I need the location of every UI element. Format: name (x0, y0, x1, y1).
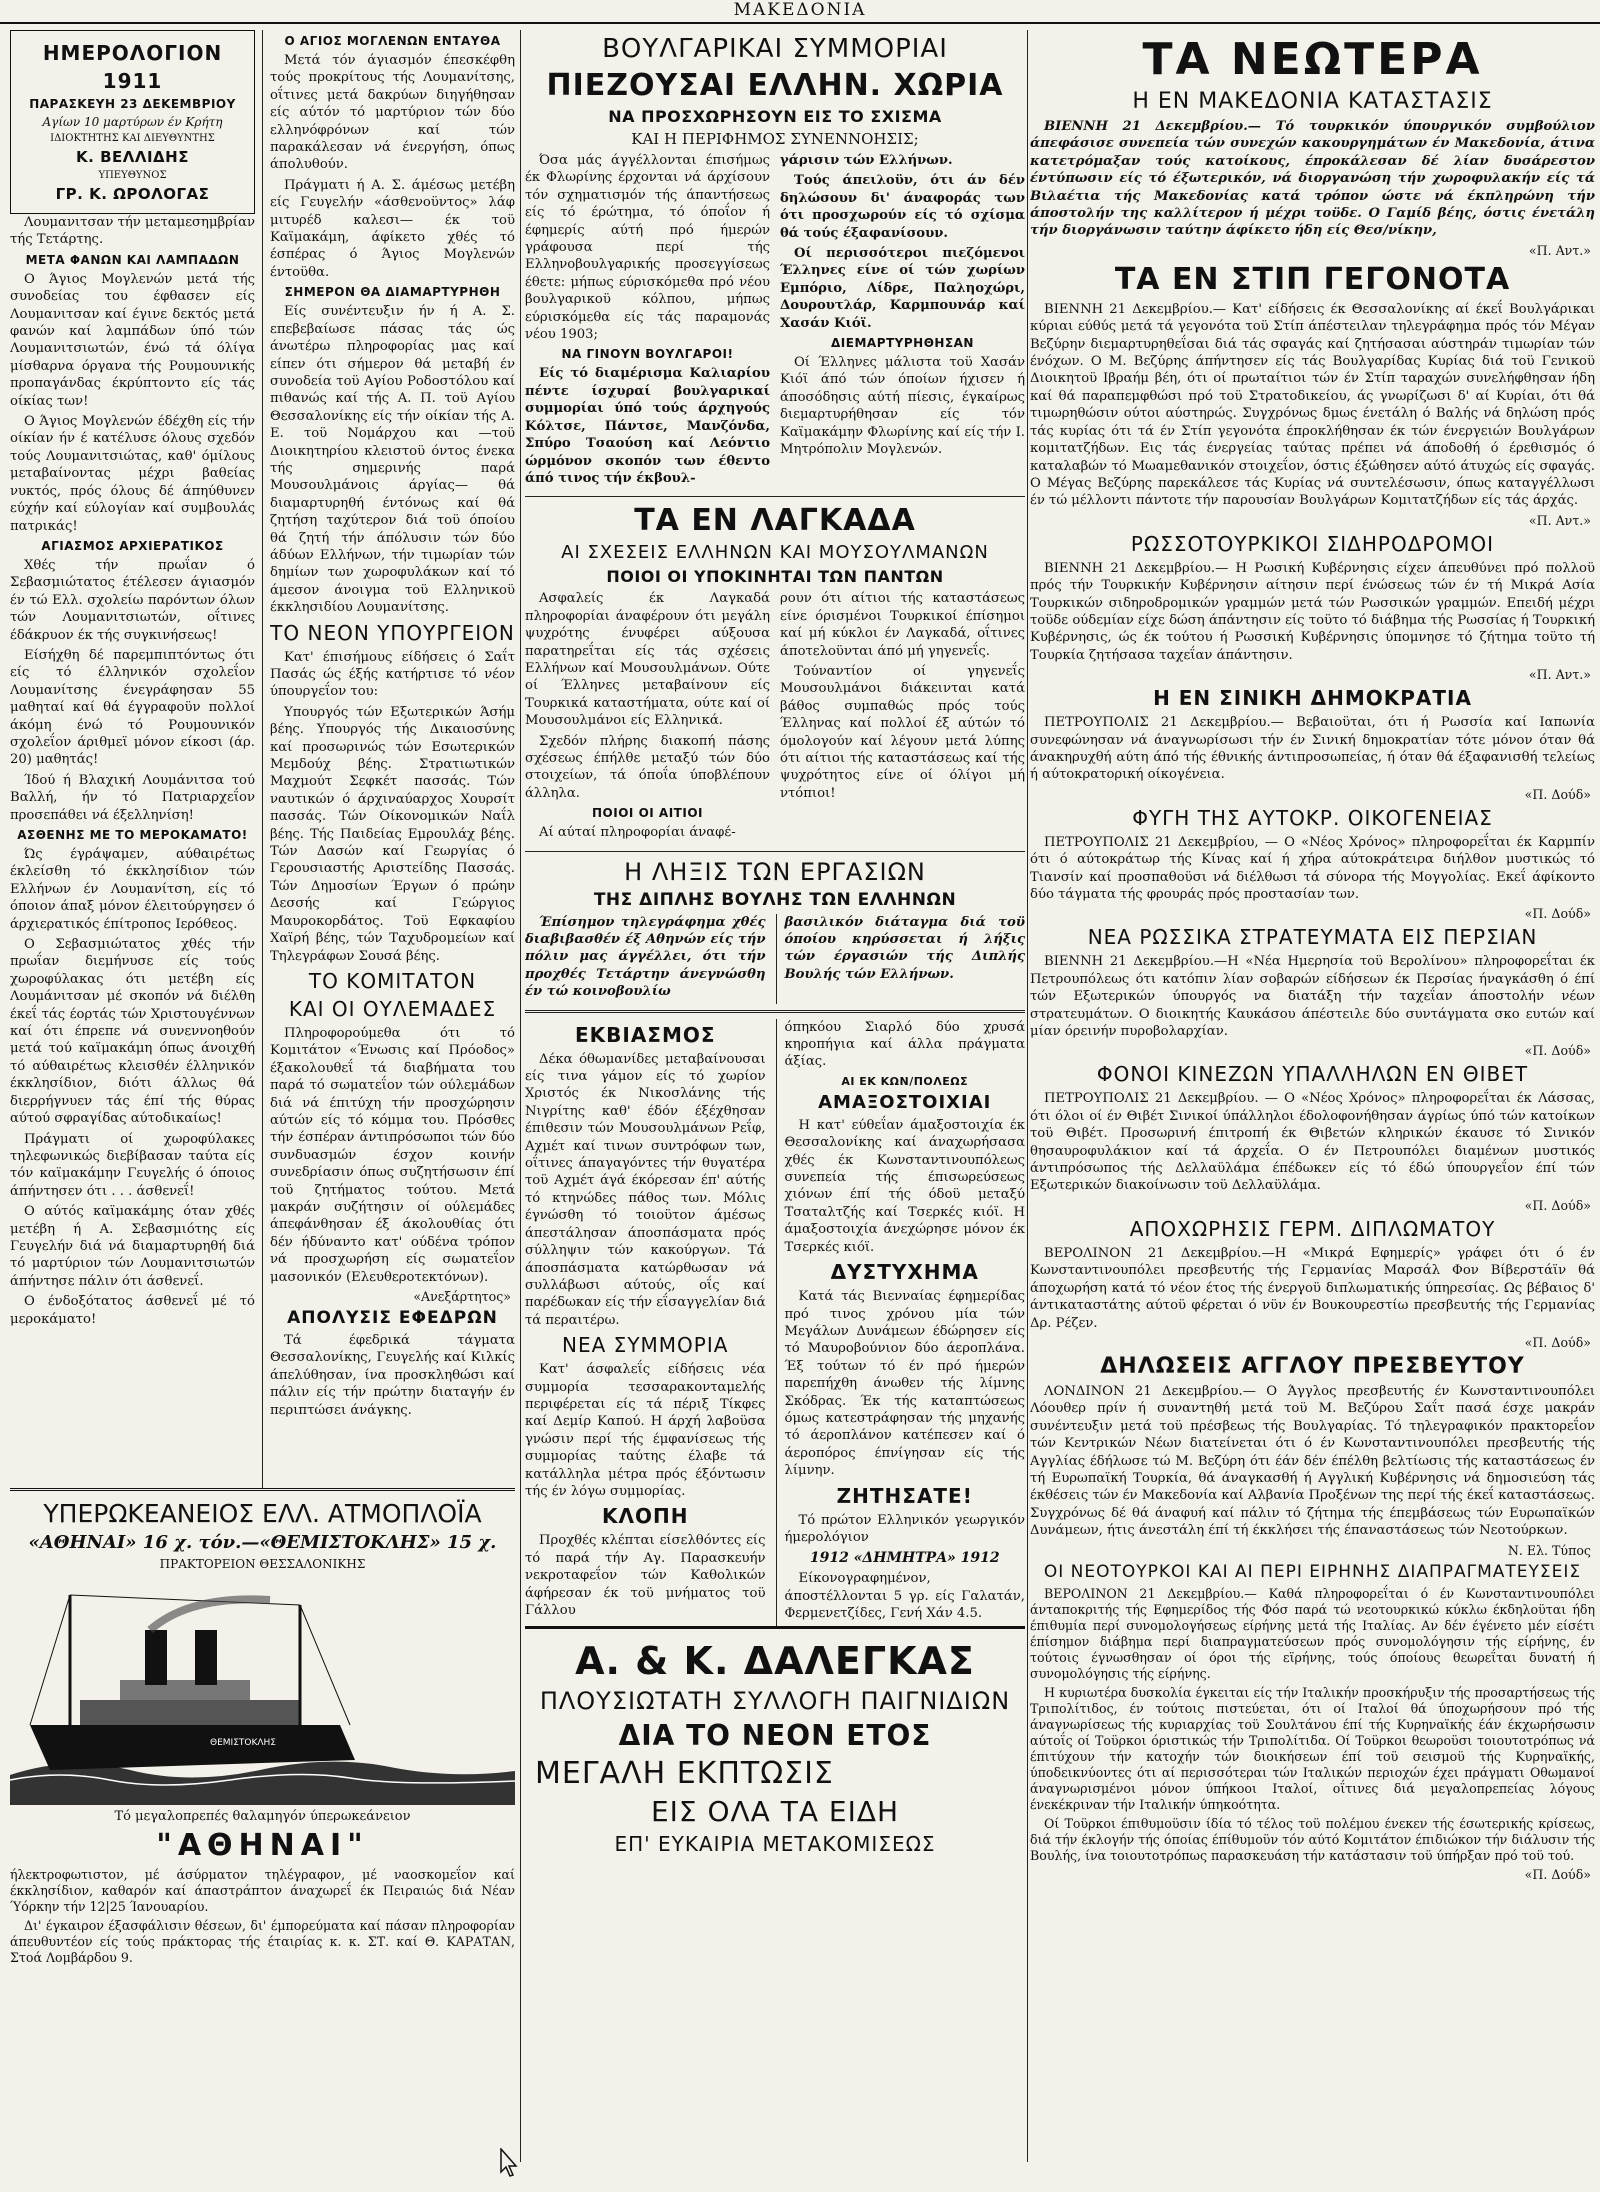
article-heading: ΚΑΙ Η ΠΕΡΙΦΗΜΟΣ ΣΥΝΕΝΝΟΗΣΙΣ; (631, 130, 919, 148)
article-paragraph: Είς τό διαμέρισμα Καλιαρίου πέντε ίσχυραί βουλγαρικαί συμμορίαι ύπό τούς άρχηγούς Κόλτσε, Πάντσε, Μανζόνδα, Σπύρο Τσαούση καί Λεόντιο ώρμόνον σκοπόν των έθεντο άπό τινος τήν έκβουλ- (525, 366, 770, 486)
two-column-block (525, 152, 1025, 490)
article-heading: ΝΑ ΠΡΟΣΧΩΡΗΣΟΥΝ ΕΙΣ ΤΟ ΣΧΙΣΜΑ (608, 107, 942, 126)
article-heading: ΦΟΝΟΙ ΚΙΝΕΖΩΝ ΥΠΑΛΛΗΛΩΝ ΕΝ ΘΙΒΕΤ (1096, 1062, 1529, 1087)
article-heading: ΦΥΓΗ ΤΗΣ ΑΥΤΟΚΡ. ΟΙΚΟΓΕΝΕΙΑΣ (1132, 805, 1493, 830)
article-paragraph: Τά έφεδρικά τάγματα Θεσσαλονίκης, Γευγελής καί Κιλκίς άπελύθησαν, ίνα προσκληθώσι καί πάλιν είς τήν πρώτην διαταγήν έν περιπτώσει άνάγκης. (270, 1333, 515, 1418)
steamship-illustration (10, 1575, 515, 1805)
article-heading: ΜΕΤΑ ΦΑΝΩΝ ΚΑΙ ΛΑΜΠΑΔΩΝ (25, 252, 240, 267)
ad-line: ΔΙΑ ΤΟ ΝΕΟΝ ΕΤΟΣ (618, 1718, 932, 1752)
article-paragraph: Ο αύτός καϊμακάμης όταν χθές μετέβη ή Α. Σεβασμιότης είς Γευγελήν διά νά διαμαρτυρηθή διά τό μαρτύριον τών Λουμανιτσιωτών άπήντησε πάλιν ότι άσθενεΐ. (10, 1204, 255, 1289)
calendar-saints: Αγίων 10 μαρτύρων έν Κρήτη (42, 115, 223, 129)
calendar-box (10, 30, 255, 214)
ad-title: ΥΠΕΡΩΚΕΑΝΕΙΟΣ ΕΛΛ. ΑΤΜΟΠΛΟΪΑ (43, 1499, 482, 1528)
article-heading: ΡΩΣΣΟΤΟΥΡΚΙΚΟΙ ΣΙΔΗΡΟΔΡΟΜΟΙ (1130, 531, 1495, 556)
article-paragraph: Κατ' άσφαλεΐς είδήσεις νέα συμμορία τεσσαρακονταμελής περιφέρεται είς τά πέριξ Τίκφες καί Δεμίρ Καπού. Η άρχή λαβοϋσα γνώσιν περί τής έμφανίσεως τής συμμορίας ταύτης έλαβε τά κατάλληλα μέτρα πρός έξόντωσιν τής έν λόγω συμμορίας. (525, 1362, 766, 1499)
article-heading: ΑΠΟΧΩΡΗΣΙΣ ΓΕΡΜ. ΔΙΠΛΩΜΑΤΟΥ (1129, 1216, 1496, 1241)
article-paragraph: γάρισιν τών Ελλήνων. (780, 153, 953, 168)
article-paragraph: ΒΙΕΝΝΗ 21 Δεκεμβρίου.— Η Ρωσική Κυβέρνησις είχεν άπευθύνει πρό πολλοϋ πρός τήν Τουρκικήν Κυβέρνησιν αίτησιν περί ένώσεως τών έν τή Μικρά Ασία Τουρκικών σιδηροδρομικών γραμμών μετά τών Ρωσσικών γραμμών. Επειδή μέχρι τοϋδε ούδεμίαν είχε δώση άπάντησιν είς τοϋτο τό διάβημα τής Ρωσσίας ή Τουρκική Κυβέρνησις, ώς έκ τούτου ή Ρωσσική Κυβέρνησις ύπομνησε τό ζήτημα τοϋτο τή Τουρκία ζητήσασα ταχεΐαν άπάντησιν. (1030, 560, 1595, 663)
article-paragraph: Τούς άπειλοϋν, ότι άν δέν δηλώσουν δι' άναφοράς των ότι προσχωρούν είς τό σχίσμα θά τούς έξαφανίσουν. (780, 173, 1025, 241)
article-paragraph: Κατά τάς Βιενναίας έφημερίδας πρό τινος χρόνου μία τών Μεγάλων Δυνάμεων έδώρησεν είς τό Μαυροβούνιον δύο άεροπλάνα. Έξ τούτων τό έν πρό ήμερών παρεπήχθη άνωθεν τής λίμνης Σκόδρας. Έκ τής καταπτώσεως όμως κατεστράφησαν τής μηχανής τό άεροπλάνον κατέπεσεν καί ό άεροπόρος έπνίγησαν είς τής λίμνην. (784, 1289, 1025, 1479)
article-paragraph: Οί Έλληνες μάλιστα τοϋ Χασάν Κιόϊ άπό τών όποίων ήχισεν ή άποσόδησις αύτή πίεσις, έγκαίρως διεμαρτυρήθησαν είς τόν Καϊμακάμην Φλωρίνης καί είς τήν Ι. Μητρόπολιν Μογλενών. (780, 355, 1025, 458)
article-heading: ΕΚΒΙΑΣΜΟΣ (574, 1022, 716, 1047)
article-paragraph: Ο Άγιος Μογλενών μετά τής συνοδείας του έφθασεν είς Λουμανιτσαν καί έγινε δεκτός μετά φανών καί λαμπάδων ύπό τών Λουμανιτσιωτών, ένώ τά όλίγα μίσθαρνα όργανα τής Ρουμουνικής προπαγάνδας έκρύπτοντο είς τάς οίκίας των! (10, 271, 255, 409)
article-heading: ΠΟΙΟΙ ΟΙ ΑΙΤΙΟΙ (592, 806, 703, 821)
article-heading: ΠΟΙΟΙ ΟΙ ΥΠΟΚΙΝΗΤΑΙ ΤΩΝ ΠΑΝΤΩΝ (606, 567, 944, 587)
calendar-date: ΠΑΡΑΣΚΕΥΗ 23 ΔΕΚΕΜΒΡΙΟΥ (29, 97, 236, 111)
article-heading: ΑΜΑΞΟΣΤΟΙΧΙΑΙ (818, 1091, 992, 1113)
ad-line: ΕΙΣ ΟΛΑ ΤΑ ΕΙΔΗ (650, 1794, 900, 1828)
two-column-block (525, 590, 1025, 844)
article-paragraph: Είσήχθη δέ παρεμπιπτόντως ότι είς τό έλληνικόν σχολεΐον Λουμανίτσης ένεγράφησαν 55 μαθηταί καί θά έγγραφοϋν πολλοί άκόμη ένώ τό Ρουμουνικόν σχολεΐον άριθμεϊ μόνον είκοσι (άρ. 20) μαθητάς! (10, 647, 255, 768)
article-heading: ΝΕΑ ΡΩΣΣΙΚΑ ΣΤΡΑΤΕΥΜΑΤΑ ΕΙΣ ΠΕΡΣΙΑΝ (1087, 925, 1538, 950)
article-heading: ΝΕΑ ΣΥΜΜΟΡΙΑ (562, 1333, 729, 1358)
article-paragraph: ΠΕΤΡΟΥΠΟΛΙΣ 21 Δεκεμβρίου, — Ο «Νέος Χρόνος» πληροφορεΐται έκ Καρμπίν ότι ό αύτοκράτωρ τής Κίνας καί ή χήρα αύτοκράτειρα διήλθον μυστικώς τό Τιανσίν καί προσπαθοϋσι νά διέλθωσι τά σύνορα τής Μογγολίας. Εκεΐ άφίκοντο δύο τάγματα τής φρουράς πρός προστασίαν των. (1030, 834, 1595, 902)
article-paragraph: Όσα μάς άγγέλλονται έπισήμως έκ Φλωρίνης έρχονται νά άρχίσουν τόν σχηματισμόν τής άπαντήσεως είς τό έρώτημα, τό όποΐον ή έφημερίς αύτή πρό ήμερών γράφουσα περί τής Ελληνοβουλγαρικής προσεγγίσεως έθετε: μήπως εύρισκόμεθα πρό νέου βουλγαρικοϋ κόλπου, μήπως εύρισκόμεθα είς τάς παραμονάς νέου 1903; (525, 153, 770, 343)
article-paragraph: Σχεδόν πλήρης διακοπή πάσης σχέσεως έπήλθε μεταξύ τών δύο στοιχείων, τά όποΐα ύποβλέπουν άλληλα. (525, 733, 770, 801)
article-paragraph: Λουμανιτσαν τήν μεταμεσημβρίαν τής Τετάρτης. (10, 215, 255, 248)
column-rule (1027, 30, 1028, 2162)
signature: «Ανεξάρτητος» (413, 1289, 511, 1304)
editor-name: ΓΡ. Κ. ΩΡΟΛΟΓΑΣ (55, 185, 210, 203)
article-paragraph: Πράγματι ή Α. Σ. άμέσως μετέβη είς Γευγελήν «άσθενοϋντος» λάφ μιτυρέδ καλεσι— έκ τοϋ Καϊμακάμη, άφίκετο χθές τό έσπέρας ό Άγιος Μογλενών έντοϋθα. (270, 177, 515, 280)
article-heading: ΑΙ ΕΚ ΚΩΝ/ΠΟΛΕΩΣ (841, 1074, 969, 1088)
ad-ships: «ΑΘΗΝΑΙ» 16 χ. τόν.—«ΘΕΜΙΣΤΟΚΛΗΣ» 15 χ. (28, 1532, 497, 1553)
calendar-title: ΗΜΕΡΟΛΟΓΙΟΝ (42, 41, 223, 65)
article-paragraph: Οί Τοϋρκοι έπιθυμοϋσιν ίδία τό τέλος τοϋ πολέμου ένεκεν τής έσωτερικής κρίσεως, διά τήν έκλογήν τής όποίας έπίθυμοϋν τόν αύτό Κομιτάτον έπιδιώκον τήν διάλυσιν τής Βουλής, ίνα τοιουτοτρόπως παρασκευάση τήν κατάστασιν τοϋ ύπήρξαν πρό τοϋ τού. (1030, 1815, 1595, 1863)
article-heading: ΝΑ ΓΙΝΟΥΝ ΒΟΥΛΓΑΡΟΙ! (561, 347, 734, 362)
article-heading: ΔΥΣΤΥΧΗΜΑ (830, 1260, 979, 1285)
article-paragraph: Πράγματι οί χωροφύλακες τηλεφωνικώς διεβίβασαν ταύτα είς τόν καϊμακάμην Γευγελής ό όποιος άπήντησεν ότι . . . άσθενεΐ! (10, 1131, 255, 1199)
signature: «Π. Αντ.» (1528, 242, 1591, 258)
article-paragraph: ΒΕΡΟΛΙΝΟΝ 21 Δεκεμβρίου.— Καθά πληροφορεΐται ό έν Κωνσταντινουπόλει άνταποκριτής τής Εφημερίδος τής Φόσ παρά τώ νεοτουρκικώ κύκλω έκδηλοϋται ήδη έπιθυμία περί συνομολογήσεως είρήνης μετά τής Ιταλίας. Αν δέν έγένετο μέν είσέτι έπίσημον διάβημα περί διαπραγματεύσεων πρός συνομολόγησιν τής είρήνης, έν τούτοις έγνωσθησαν οί όροι τής εϊρήνης, τούς όποίους θεωρεΐται δυνατή ή συνομολόγησις τής είρήνης. (1030, 1585, 1595, 1681)
calendar-ad-title: 1912 «ΔΗΜΗΤΡΑ» 1912 (809, 1550, 1000, 1567)
article-paragraph: Ασφαλείς έκ Λαγκαδά πληροφορίαι άναφέρουν ότι μεγάλη ψυχρότης ένυφέρει αύξουσα παρατηρεΐται είς τάς σχέσεις Ελλήνων καί Μουσουλμάνων. Ούτε οί Έλληνες μεταβαίνουν είς Τουρκικά καταστήματα, ούτε καί οί Μουσουλμάνοι είς Ελληνικά. (525, 591, 770, 729)
signature: «Π. Δούδ» (1524, 1866, 1591, 1882)
article-heading: ΤΟ ΝΕΟΝ ΥΠΟΥΡΓΕΙΟΝ (270, 620, 515, 645)
article-paragraph: Χθές τήν πρωΐαν ό Σεβασμιώτατος έτέλεσεν άγιασμόν έν τώ Ελλ. σχολείω παρόντων όλων τών Λουμανιτσιωτών, οΐτινες έδάκρυον έκ τής συγκινήσεως! (10, 557, 255, 643)
masthead: ΜΑΚΕΔΟΝΙΑ (0, 0, 1600, 24)
article-heading: ΑΠΟΛΥΣΙΣ ΕΦΕΔΡΩΝ (287, 1308, 498, 1328)
article-paragraph: Μετά τόν άγιασμόν έπεσκέφθη τούς προκρίτους τής Λουμανίτσης, οΐτινες μετά δακρύων διηγήθησαν είς αύτόν τό μαρτύριον τών δύο ελληνόφρόνων καί τών παρακάλεσαν νά ένεργήση, όπως άπολυθούν. (270, 53, 515, 173)
column-4 (1030, 30, 1595, 2172)
signature: Ν. Ελ. Τύπος (1507, 1542, 1591, 1558)
ad-agency: ΠΡΑΚΤΟΡΕΙΟΝ ΘΕΣΣΑΛΟΝΙΚΗΣ (159, 1557, 366, 1571)
owner-label: ΙΔΙΟΚΤΗΤΗΣ ΚΑΙ ΔΙΕΥΘΥΝΤΗΣ (50, 133, 215, 144)
article-heading: ΤΟ ΚΟΜΙΤΑΤΟΝ (308, 968, 477, 993)
article-heading: Ο ΑΓΙΟΣ ΜΟΓΛΕΝΩΝ ΕΝΤΑΥΘΑ (284, 34, 501, 48)
article-paragraph: Προχθές κλέπται είσελθόντες είς τό παρά τήν Αγ. Παρασκευήν νεκροταφεΐον τών Καθολικών άφήρεσαν έκ τοϋ μνήματος τοϋ Γάλλου (525, 1533, 766, 1618)
article-paragraph: Ο Άγιος Μογλενών έδέχθη είς τήν οίκίαν ήν έ κατέλυσε όλους σχεδόν τούς Λουμανιτσιώτας, καθ' όμίλους μεταβαίνοντας μέχρι βαθείας νυκτός, πρός όλους δέ άπηύθυνεν εύχήν καί εύλογίαν καί συμβουλάς πατρικάς! (10, 414, 255, 534)
article-paragraph: ΠΕΤΡΟΥΠΟΛΙΣ 21 Δεκεμβρίου.— Βεβαιοϋται, ότι ή Ρωσσία καί Ιαπωνία συνεφώνησαν νά άναγνωρίσωσι τήν έν Σινική δημοκρατίαν τότε μόνον όταν θά άνακηρυχθή αύτη άπό τής έθνικής άντιπροσωπείας, ή όταν θά έξαφανισθή τελείως ή αύτοκρατορική οίκογένεια. (1030, 715, 1595, 783)
ad-line: ΠΛΟΥΣΙΩΤΑΤΗ ΣΥΛΛΟΓΗ ΠΑΙΓΝΙΔΙΩΝ (539, 1686, 1011, 1715)
ad-ship-name: "ΑΘΗΝΑΙ" (156, 1828, 369, 1863)
divider (525, 496, 1025, 497)
article-paragraph: Ίδού ή Βλαχική Λουμάνιτσα τού Βαλλή, ήν τό Πατριαρχεΐον προσεπάθει νά έξελληνίση! (10, 772, 255, 823)
signature: «Π. Δούδ» (1524, 1043, 1591, 1059)
article-paragraph: Ο Σεβασμιώτατος χθές τήν πρωΐαν διεμήνυσε είς τούς χωροφύλακας ότι μετέβη είς Λουμάνιτσαν μέ σκοπόν νά διέλθη έκεΐ τάς έορτάς τών Χριστουγέννων καί ότι έπρεπε νά συνεννοηθούν μετά τού καϊμακάμη όπως άνοιχθή τό αύθαιρέτως κλεισθέν έλληνικόν έκκλησίδιον, διότι άλλως θά διερρήγνυεν τάς έπί τής θύρας αύτού σφραγίδας αύτοδικαίως! (10, 937, 255, 1127)
article-heading: ΚΛΟΠΗ (602, 1504, 689, 1529)
ad-contact: Δι' έγκαιρον έξασφάλισιν θέσεων, δι' έμπορεύματα καί πάσαν πληροφορίαν άπευθυντέον είς τούς πράκτορας τής έταιρίας κ. κ. ΣΤ. καί Θ. ΚΑΡΑΤΑΝ, Στοά Λομβάρδου 9. (10, 1918, 515, 1965)
article-paragraph: ΛΟΝΔΙΝΟΝ 21 Δεκεμβρίου.— Ο Άγγλος πρεσβευτής έν Κωνσταντινουπόλει Λόουθερ πρίν ή συναντηθή μετά τοϋ Μ. Βεζύρου Σαΐτ πασά έσχε μακράν συνέντευξιν μετά τοϋ πρέσβεως τής Βουλγαρίας. Τό τηλεγραφικόν πρακτορεΐον τών Κεντρικών Νέων διατείνεται ότι ό έν Κωνσταντινουπόλει πρεσβευτής τής Αγγλίας έδήλωσε τώ Μ. Βεζύρη ότι έάν δέν έπέλθη βελτίωσις τής καταστάσεως έν τή Ευρωπαϊκή Τουρκία, θά άναγκασθή ή Αγγλική Κυβέρνησις νά δημοσιεύση τάς έκθέσεις τών έν Μακεδονία καί Αλβανία Προξένων της περί τής έκεΐ καταστάσεως. Συγχρόνως δέ θά άναφυή καί πάλιν τό ζήτημα τής έπεμβάσεως τών Ευρωπαϊκών Δυνάμεων, ήτις άνεστάλη έπί τή έκκλήσει τής έπαναστάσεως τών Νεοτούρκων. (1030, 1383, 1595, 1539)
two-column-block (525, 914, 1025, 1004)
article-paragraph: ΒΙΕΝΝΗ 21 Δεκεμβρίου.— Τό τουρκικόν ύπουργικόν συμβούλιον άπεφάσισε συνεπεία τών συνεχών κακουργημάτων έν Μακεδονία, άτινα κατετρόμαξαν τούς κατοίκους, έπροκάλεσαν δέ λίαν δυσάρεστον έντύπωσιν είς τό έξωτερικόν, νά διοργανώση τήν χωροφυλακήν είς τά Βιλαέτια τής Μακεδονίας κατά τρόπον ώστε νά έκπληρώνη τήν άποστολήν της καλλίτερον ή μέχρι τοϋδε. Ο Γαμίδ βέης, όστις ένετάλη τήν διοργάνωσιν ταύτην άφίκετο ήδη είς Θεσ/νίκην, (1030, 119, 1595, 239)
mouse-cursor-icon (500, 2148, 518, 2178)
ad-text: ήλεκτροφωτιστον, μέ άσύρματον τηλέγραφον, μέ ναοσκομεΐον καί έκκλησίδιον, καθαρόν καί άπαστράπτον άναχωρεΐ έκ Πειραιώς διά Νέαν Ύόρκην τήν 12|25 Ίανουαρίου. (10, 1867, 515, 1914)
article-heading: ΚΑΙ ΟΙ ΟΥΛΕΜΑΔΕΣ (288, 996, 497, 1021)
dalegkas-advertisement (525, 1626, 1025, 1856)
signature: «Π. Δούδ» (1524, 786, 1591, 802)
article-heading: ΑΙ ΣΧΕΣΕΙΣ ΕΛΛΗΝΩΝ ΚΑΙ ΜΟΥΣΟΥΛΜΑΝΩΝ (561, 542, 989, 564)
article-paragraph: ρουν ότι αίτιοι τής καταστάσεως είνε όρισμένοι Τουρκικοί έπίσημοι καί μή κύκλοι έν Λαγκαδά, οΐτινες άποτελοϋνται άπό μή γηγενεΐς. (780, 591, 1025, 659)
article-heading: Η ΕΝ ΣΙΝΙΚΗ ΔΗΜΟΚΡΑΤΙΑ (1153, 686, 1472, 711)
signature: «Π. Αντ.» (1528, 512, 1591, 528)
article-paragraph: βασιλικόν διάταγμα διά τοϋ όποίου κηρύσσεται ή λήξις τών έργασιών τής Διπλής Βουλής τών Ελλήνων. (784, 914, 1025, 982)
article-paragraph: ΠΕΤΡΟΥΠΟΛΙΣ 21 Δεκεμβρίου. — Ο «Νέος Χρόνος» πληροφορεΐται έκ Λάσσας, ότι όλοι οί έν Θιβέτ Σινικοί ύπάλληλοι έδολοφονήθησαν άγρίως ύπό τών κατοίκων τοϋ Θιβέτ. Προσωρινή έπιτροπή έκ Θιβετών κληρικών έκαυσε τό Σινικόν θησαυροφυλάκιον καί τά άρχεΐα. Ο έν Πετρουπόλει διαμένων μυστικός άντιπρόσωπος τής Δελλαϋλάμα έπέδωκεν είς τό έδώ ύπουργεΐον έπί τών Εξωτερικών διακοίνωσιν τοϋ Δελλαϋλάμα. (1030, 1091, 1595, 1194)
ship-advertisement (10, 1488, 515, 2181)
article-heading: Η ΛΗΞΙΣ ΤΩΝ ΕΡΓΑΣΙΩΝ (624, 857, 926, 886)
article-heading: ΠΙΕΖΟΥΣΑΙ ΕΛΛΗΝ. ΧΩΡΙΑ (546, 68, 1004, 103)
ad-line: ΕΠ' ΕΥΚΑΙΡΙΑ ΜΕΤΑΚΟΜΙΣΕΩΣ (614, 1831, 936, 1856)
article-heading: ΔΙΕΜΑΡΤΥΡΗΘΗΣΑΝ (831, 336, 974, 351)
article-paragraph: ΒΙΕΝΝΗ 21 Δεκεμβρίου.—Η «Νέα Ημερησία τοϋ Βερολίνου» πληροφορεΐται έκ Πετρουπόλεως ότι κατόπιν λίαν σοβαρών είδήσεων έκ Περσίας ήναγκάσθη ό έπί τών Εξωτερικών ύπουργός να διατάξη τήν ταχεΐαν άποστολήν νέων στρατευμάτων. Ο διοικητής Καυκάσου άπέστειλε δύο συντάγματα σκο ευτών καί μίαν όρεινήν πυροβολαρχίαν. (1030, 954, 1595, 1040)
article-heading: ΑΓΙΑΣΜΟΣ ΑΡΧΙΕΡΑΤΙΚΟΣ (41, 538, 224, 553)
article-paragraph: Έπίσημον τηλεγράφημα χθές διαβιβασθέν έξ Αθηνών είς τήν πόλιν μας άγγέλλει, ότι τήν προχθές Τετάρτην άνεγνώσθη έν τώ κοινοβουλίω (525, 914, 766, 1000)
article-paragraph: Ο ένδοξότατος άσθενεΐ μέ τό μεροκάματο! (10, 1294, 255, 1327)
divider (525, 851, 1025, 852)
ad-caption: Τό μεγαλοπρεπές θαλαμηγόν ύπερωκεάνειον (114, 1809, 411, 1824)
editor-label: ΥΠΕΥΘΥΝΟΣ (98, 170, 167, 181)
article-heading: ΤΗΣ ΔΙΠΛΗΣ ΒΟΥΛΗΣ ΤΩΝ ΕΛΛΗΝΩΝ (593, 889, 957, 910)
article-paragraph: Οί περισσότεροι πιεζόμενοι Έλληνες είνε οί τών χωρίων Εμπόριο, Λίδρε, Παληοχώρι, Δουρουτλάρ, Καρμπουνάρ καί Χασάν Κιόϊ. (780, 246, 1025, 331)
article-heading: ΔΗΛΩΣΕΙΣ ΑΓΓΛΟΥ ΠΡΕΣΒΕΥΤΟΥ (1100, 1353, 1525, 1379)
article-heading: ΤΑ ΕΝ ΣΤΙΠ ΓΕΓΟΝΟΤΑ (1114, 261, 1511, 297)
ad-firm: Α. & Κ. ΔΑΛΕΓΚΑΣ (575, 1638, 975, 1683)
article-paragraph: Πληροφορούμεθα ότι τό Κομιτάτον «Ένωσις καί Πρόοδος» έξακολουθεΐ τά διαβήματα του παρά τό σωματεΐον τών ούλεμάδων διά νά έπιτύχη τήν προσχώρησιν αύτών είς τό κόμμα του. Πρόσθες τήν έσπέραν άντιπρόσωποι τών δύο συνδυασμών έσχον κοινήν συνεδρίασιν όπως συζητήσωσιν έπί τοϋ ζητήματος τούτου. Μετά μακράν συζήτησιν οί ούλεμάδες άπεφάνθησαν έξ άκολουθίας ότι δέν ήδύναντο κατ' ούδένα τρόπον νά προσχωρήση είς σωματεΐον μασονικόν (Ελευθεροτεκτόνων). (270, 1025, 515, 1285)
article-paragraph: όπηκόου Σιαρλό δύο χρυσά κηροπήγια καί άλλα πράγματα άξίας. (784, 1019, 1025, 1070)
article-heading: ΟΙ ΝΕΟΤΟΥΡΚΟΙ ΚΑΙ ΑΙ ΠΕΡΙ ΕΙΡΗΝΗΣ ΔΙΑΠΡΑΓΜΑΤΕΥΣΕΙΣ (1043, 1561, 1582, 1582)
article-heading: ΑΣΘΕΝΗΣ ΜΕ ΤΟ ΜΕΡΟΚΑΜΑΤΟ! (17, 828, 248, 842)
article-heading: ΖΗΤΗΣΑΤΕ! (836, 1483, 973, 1508)
signature: «Π. Αντ.» (1528, 667, 1591, 683)
article-paragraph: ΒΙΕΝΝΗ 21 Δεκεμβρίου.— Κατ' είδήσεις έκ Θεσσαλονίκης αί έκεΐ Βουλγάρικαι κύριαι εύθύς μετά τά γεγονότα τοϋ Στίπ άπέστειλαν τηλεγράφημα πρός τόν Μέγαν Βεζύρην διεμαρτυρηθεΐσαι διά τάς σφαγάς καί ζητήσασαι αύστηράν τιμωρίαν τών ένόχων. Ο Μ. Βεζύρης άπήντησεν είς τάς Βουλγαρίδας Κυρίας διά τοϋ Γενικοϋ Διοικητοϋ Ιβραήμ βέη, ότι οί πρωταίτιοι τών έν Στίπ ταραχών συνελήφθησαν ήδη καί θά παραπεμφθώσι πρό τοϋ Στρατοδικείου, άς γνωρίζωσι δ' αί Κυρίαι, ότι θά τιμωρηθώσιν ούτοι αύστηρώς. Συγχρόνως δμως ένετάλη ό Βαλής νά δηλώση πρός τάς κυρίας ότι τά έν Στίπ γεγονότα έπροκλήθησαν έκ τών ένεργειών Βουλγάρων κομιτατζήδων. Εις τάς ένεργείας ταύτας πρέπει νά άποδοθή ό έρεθισμός ό καταλαβών τό Μωαμεθανικόν στοιχεΐον, όστις έξώθησεν αύτό άτυχώς είς σφαγάς. Ο Μέγας Βεζύρης παρεκάλεσε τάς Κυρίας νά συντελέσωσιν, όπως καταγγέλλωσι έν τώ μέλλοντι πάντοτε τήν παρουσίαν Βουλγάρων Κομιτατζήδων είς τάς άρχάς. (1030, 301, 1595, 509)
article-paragraph: Τούναντίον οί γηγενεΐς Μουσουλμάνοι διάκεινται κατά βάθος συμπαθώς πρός τούς Έλληνας καί πολλοί έξ αύτών τό όμολογούν καί λέγουν μετά λύπης ότι αίτιοι τής καταστάσεως καί τής ψυχρότητος είνε οί όλίγοι μή ντόπιοι! (780, 663, 1025, 801)
signature: «Π. Δούδ» (1524, 1334, 1591, 1350)
article-paragraph: Δέκα όθωμανίδες μεταβαίνουσαι είς τινα γάμον είς τό χωρίον Χριστός έκ Νικοσλάνης τής Νιγρίτης καθ' έδόν έξέχθησαν έπιθεσιν τών Μουσουλμάνων Ρεΐφ, Αχμέτ καί τινων συντρόφων των, οΐτινες άπαγαγόντες τήν θυγατέρα τοϋ Αχμέτ άγά έκόρεσαν έπ' αύτής τό κτηνώδες πάθος των. Μόλις έγνώσθη τό τοιοϋτον άμέσως άπεστάλησαν άποσπάσματα πρός σύλληψιν τών κακούργων. Τά άποσπάσματα κατώρθωσαν νά συλλάβωσι αύτούς, οΐς καί παρέδωκαν είς τήν εΐσαγγελίαν διά τά περαιτέρω. (525, 1051, 766, 1328)
owner-name: Κ. ΒΕΛΛΙΔΗΣ (76, 148, 189, 166)
column-3 (525, 30, 1025, 2172)
ad-line: ΜΕΓΑΛΗ ΕΚΠΤΩΣΙΣ (535, 1755, 834, 1791)
calendar-year: 1911 (102, 69, 163, 93)
article-paragraph: Υπουργός τών Εξωτερικών Άσήμ βέης. Υπουργός τής Δικαιοσύνης καί προσωρινώς τών Εσωτερικών Μεμδούχ βέης. Στρατιωτικών Μαχμούτ Σεφκέτ πασσάς. Τών ναυτικών ό άρχιναύαρχος Χουρσίτ πασσάς. Τών Οίκονομικών Ναΐλ βέης. Τής Παιδείας Εμρουλάχ βέης. Τών Δασών καί Γεωργίας ό Γερουσιαστής Αριστείδης Πασσάς. Τών Δημοσίων Έργων ό πρώην Δεσσής καί Γεώργιος Μαυροκορδάτος. Τοϋ Εφκαφίου Χαϊρή βέης, τών Ταχυδρομείων καί Τηλεγράφων Σουσά βέης. (270, 704, 515, 964)
article-paragraph: ΒΕΡΟΛΙΝΟΝ 21 Δεκεμβρίου.—Η «Μικρά Εφημερίς» γράφει ότι ό έν Κωνσταντινουπόλει πρεσβευτής τής Γερμανίας Μαρσάλ Φον Βίβερστάϊν θά άποχωρήση κατά τό νέον έτος τής ένεργοϋ διπλωματικής ύπηρεσίας. Ως βέβαιος δ' άντικαταστάτης αύτοϋ φέρεται ό νϋν έν Βουκουρεστίω πρεσβευτής τής Γερμανίας Δρ. Ρέζεν. (1030, 1245, 1595, 1331)
article-paragraph: Ώς έγράψαμεν, αύθαιρέτως έκλείσθη τό έκκλησίδιον τών Ελλήνων έν Λουμανίτση, είς τό όποιον άπαξ μόνον έλειτούργησεν ό άρχιερατικός έπίτροπος Ιερόθεος. (10, 847, 255, 932)
ship-hull-name: ΘΕΜΙΣΤΟΚΛΗΣ (210, 1738, 276, 1748)
article-heading: ΣΗΜΕΡΟΝ ΘΑ ΔΙΑΜΑΡΤΥΡΗΘΗ (284, 285, 501, 300)
article-paragraph: Κατ' έπισήμους είδήσεις ό Σαΐτ Πασάς ώς έξής κατήρτισε τό νέον ύπουργεΐον του: (270, 649, 515, 700)
signature: «Π. Δούδ» (1524, 1197, 1591, 1213)
article-paragraph: Αί αύταί πληροφορίαι άναφέ- (539, 825, 736, 841)
divider (525, 1010, 1025, 1013)
column-2 (270, 30, 515, 1492)
article-paragraph: Η κατ' εύθεΐαν άμαξοστοιχία έκ Θεσσαλονίκης καί άναχωρήσασα χθές έκ Κωνσταντινουπόλεως συνεπεία τής έπισωρεύσεως χιόνων έπί τής όδοϋ μεταξύ Τσαταλτζής καί Τσερκές κιόϊ. Η άμαξοστοιχία άνεχώρησε μόνον έκ Τσερκές κιόϊ. (784, 1117, 1025, 1255)
article-heading: Η ΕΝ ΜΑΚΕΔΟΝΙΑ ΚΑΤΑΣΤΑΣΙΣ (1132, 89, 1493, 114)
column-rule (520, 30, 521, 2162)
two-column-block (525, 1019, 1025, 1626)
section-title: ΤΑ ΝΕΩΤΕΡΑ (1142, 34, 1483, 85)
article-paragraph: Είς συνέντευξιν ήν ή Α. Σ. επεβεβαίωσε πάσας τάς ώς άνωτέρω πληροφορίας μας καί είπεν ότι σήμερον θά μεταβή έν συνοδεία τοϋ Αγίου Ροδοστόλου καί πιθανώς καί τής Α. Π. τοϋ Αγίου Θεσσαλονίκης είς τήν οίκίαν τής Α. Ε. τοϋ Νομάρχου και —τοϋ Διοικητηρίου κλειστοϋ όντος ένεκα τής σημερινής παρά Μουσουλμάνοις άργίας— θά διαμαρτυρηθή έντόνως καί θά ζητήση ταχύτερον διά τοϋ όποίου θά ζητή τήν άπόλυσιν τών δύο άδύων Ελλήνων, τήν τιμωρίαν τών δημίων των χωροφυλάκων καί τό άμεσον άνοιγμα τοϋ Ελληνικοϋ έκκλησιδίου Λουμανίτσης. (270, 304, 515, 616)
article-paragraph: Τό πρώτον Ελληνικόν γεωργικόν ήμερολόγιον (784, 1512, 1025, 1545)
article-heading: ΤΑ ΕΝ ΛΑΓΚΑΔΑ (634, 503, 916, 539)
article-paragraph: Η κυριωτέρα δυσκολία έγκειται είς τήν Ιταλικήν προσκήρυξιν τής προσαρτήσεως τής Τριπολίτιδος, έν τούτοις πιστεύεται, ότι οί Ιταλοί θά ύποχωρήσουν πρό τής άναγνωρίσεως τής κυριαρχίας τοϋ Σουλτάνου έπί τής Κυρηναϊκής έάν έκχωρήσωσιν αύτοΐς οί Τοϋρκοι όριστικώς τήν Τριπολίτιδα. Οί Τοϋρκοι θεωροϋσι τοιουτοτρόπως νά έπιτύχουν τήν κατοχήν τών διοικήσεων έπί τοϋ σεισμοϋ τής Κυρηναϊκής, ύποδεικνύοντες ότι αί περισσότεραι τών Ιταλικών περιοχών έχει πράγματι Οθωμανοί άναγνωρισμένοι μόνον ύπήκοοι Ιταλοί, οΐτινες διά μεγαλοπρεπείας λόγους ένεκέκριναν τήν Ιταλικήν ύπηκοότητα. (1030, 1684, 1595, 1812)
article-heading: ΒΟΥΛΓΑΡΙΚΑΙ ΣΥΜΜΟΡΙΑΙ (602, 34, 948, 64)
signature: «Π. Δούδ» (1524, 906, 1591, 922)
article-paragraph: Είκονογραφημένον, άποστέλλονται 5 γρ. είς Γαλατάν, Φερμενετζίδες, Γενή Χάν 4.5. (784, 1571, 1025, 1622)
